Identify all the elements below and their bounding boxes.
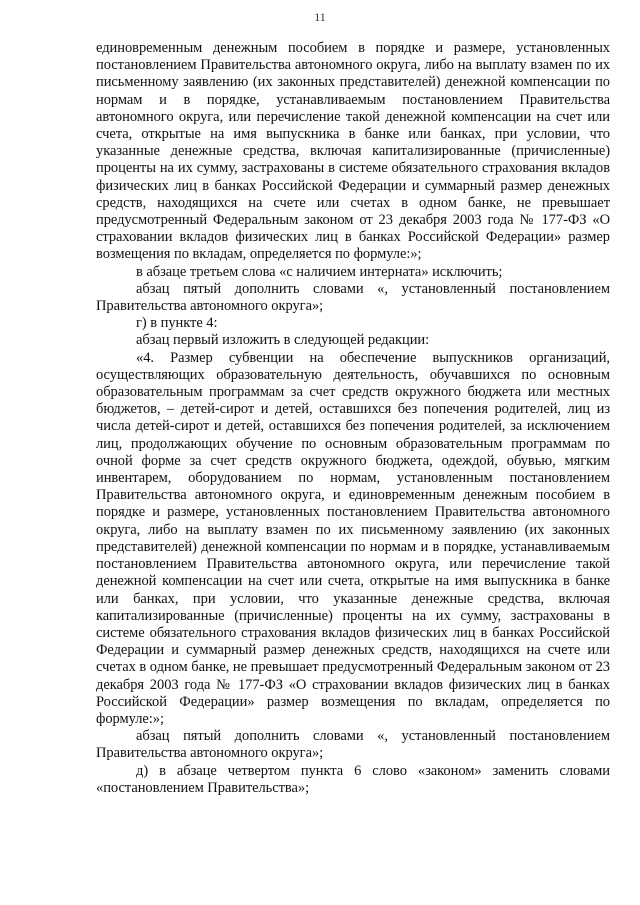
paragraph-item-d: д) в абзаце четвертом пункта 6 слово «законом» заменить словами «постановлением Правительства»; — [96, 762, 610, 796]
paragraph-amendment-fifth-2: абзац пятый дополнить словами «, установленный постановлением Правительства автономного округа»; — [96, 728, 610, 762]
paragraph-first-wording: абзац первый изложить в следующей редакции: — [136, 332, 430, 349]
paragraph-amendment-third: в абзаце третьем слова «с наличием интерната» исключить; — [136, 263, 503, 280]
paragraph-amendment-fifth: абзац пятый дополнить словами «, установленный постановлением Правительства автономного округа»; — [96, 280, 610, 315]
paragraph-item-g: г) в пункте 4: — [136, 315, 218, 332]
document-body — [96, 40, 610, 797]
page-number: 11 — [314, 10, 326, 24]
paragraph-item-4-text: «4. Размер субвенции на обеспечение выпускников организаций, осуществляющих образовательную деятельность, обучавшихся по основным образовательным программам за счет средств окружного бюджета или местных бюджетов, – детей-сирот и детей, оставшихся без попечения родителей, лиц из числа детей-сирот и детей, оставшихся без попечения родителей, за исключением лиц, продолжающих обучение по основным образовательным программам по очной форме за счет средств окружного бюджета, одеждой, обувью, мягким инвентарем, оборудованием по нормам, установленным постановлением Правительства автономного округа, и единовременным денежным пособием в порядке и размере, установленных постановлением Правительства автономного округа, либо на выплату взамен по их письменному заявлению (их законных представителей) денежной компенсации по нормам и в порядке, устанавливаемым постановлением Правительства автономного округа, или перечисление такой денежной компенсации на счет или счета, открытые на имя выпускника в банке или банках, при условии, что указанные денежные средства, включая капитализированные (причисленные) проценты на их сумму, застрахованы в системе обязательного страхования вкладов физических лиц в банках Российской Федерации и суммарный размер денежных средств, находящихся на счете или счетах в одном банке, не превышает предусмотренный Федеральным законом от 23 декабря 2003 года № 177-ФЗ «О страховании вкладов физических лиц в банках Российской Федерации» размер возмещения по вкладам, определяется по формуле:»; — [96, 349, 610, 727]
paragraph-continuation: единовременным денежным пособием в порядке и размере, установленных постановлением Правительства автономного округа, либо на выплату взамен по их письменному заявлению (их законных представителей) денежной компенсации по нормам и в порядке, устанавливаемым постановлением Правительства автономного округа, или перечисление такой денежной компенсации на счет или счета, открытые на имя выпускника в банке или банках, при условии, что указанные денежные средства, включая капитализированные (причисленные) проценты на их сумму, застрахованы в системе обязательного страхования вкладов физических лиц в банках Российской Федерации и суммарный размер денежных средств, находящихся на счете или счетах в одном банке, не превышает предусмотренный Федеральным законом от 23 декабря 2003 года № 177-ФЗ «О страховании вкладов физических лиц в банках Российской Федерации» размер возмещения по вкладам, определяется по формуле:»; — [96, 40, 610, 263]
